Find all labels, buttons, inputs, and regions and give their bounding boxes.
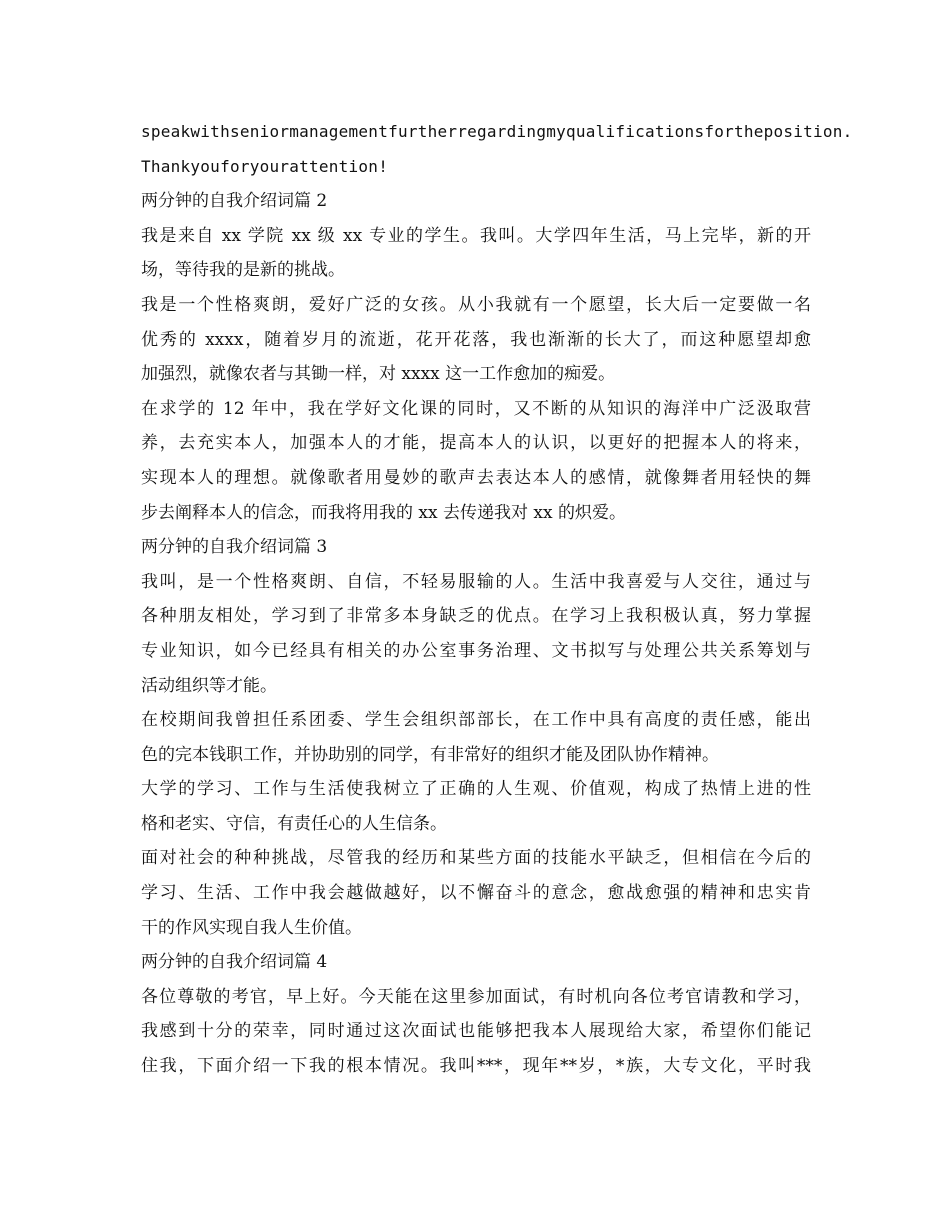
text-line: 学习、生活、工作中我会越做越好，以不懈奋斗的意念，愈战愈强的精神和忠实肯: [141, 883, 811, 904]
text-line: 养，去充实本人，加强本人的才能，提高本人的认识，以更好的把握本人的将来，: [141, 433, 811, 454]
text-line: 在校期间我曾担任系团委、学生会组织部部长，在工作中具有高度的责任感，能出: [141, 710, 811, 731]
text-line: 活动组织等才能。: [141, 675, 277, 696]
text-line: 大学的学习、工作与生活使我树立了正确的人生观、价值观，构成了热情上进的性: [141, 779, 811, 800]
text-line: Thankyouforyourattention!: [141, 156, 389, 176]
text-line: 格和老实、守信，有责任心的人生信条。: [141, 813, 447, 834]
section-heading: 两分钟的自我介绍词篇 2: [141, 191, 328, 212]
text-line: 加强烈，就像农者与其锄一样，对 xxxx 这一工作愈加的痴爱。: [141, 364, 616, 385]
text-line: 各种朋友相处，学习到了非常多本身缺乏的优点。在学习上我积极认真，努力掌握: [141, 606, 811, 627]
section-heading: 两分钟的自我介绍词篇 4: [141, 952, 328, 973]
text-line: 我是来自 xx 学院 xx 级 xx 专业的学生。我叫。大学四年生活，马上完毕，新的开: [141, 225, 811, 246]
text-line: 我感到十分的荣幸，同时通过这次面试也能够把我本人展现给大家，希望你们能记: [141, 1021, 811, 1042]
text-line: 专业知识，如今已经具有相关的办公室事务治理、文书拟写与处理公共关系筹划与: [141, 640, 811, 661]
text-line: 实现本人的理想。就像歌者用曼妙的歌声去表达本人的感情，就像舞者用轻快的舞: [141, 467, 811, 488]
text-line: 步去阐释本人的信念，而我将用我的 xx 去传递我对 xx 的炽爱。: [141, 502, 626, 523]
text-line: speakwithseniormanagementfurtherregardingmyqualificationsfortheposition.: [141, 122, 853, 141]
text-line: 色的完本钱职工作，并协助别的同学，有非常好的组织才能及团队协作精神。: [141, 744, 719, 765]
text-line: 住我，下面介绍一下我的根本情况。我叫***，现年**岁，*族，大专文化，平时我: [141, 1056, 811, 1077]
text-line: 各位尊敬的考官，早上好。今天能在这里参加面试，有时机向各位考官请教和学习，: [141, 986, 811, 1007]
text-line: 我是一个性格爽朗，爱好广泛的女孩。从小我就有一个愿望，长大后一定要做一名: [141, 294, 811, 315]
text-line: 在求学的 12 年中，我在学好文化课的同时，又不断的从知识的海洋中广泛汲取营: [141, 398, 811, 419]
text-line: 场，等待我的是新的挑战。: [141, 260, 345, 281]
document-body: [141, 115, 853, 1084]
text-line: 优秀的 xxxx，随着岁月的流逝，花开花落，我也渐渐的长大了，而这种愿望却愈: [141, 329, 811, 350]
text-line: 我叫，是一个性格爽朗、自信，不轻易服输的人。生活中我喜爱与人交往，通过与: [141, 571, 811, 592]
section-heading: 两分钟的自我介绍词篇 3: [141, 537, 328, 558]
text-line: 面对社会的种种挑战，尽管我的经历和某些方面的技能水平缺乏，但相信在今后的: [141, 848, 811, 869]
text-line: 干的作风实现自我人生价值。: [141, 917, 362, 938]
